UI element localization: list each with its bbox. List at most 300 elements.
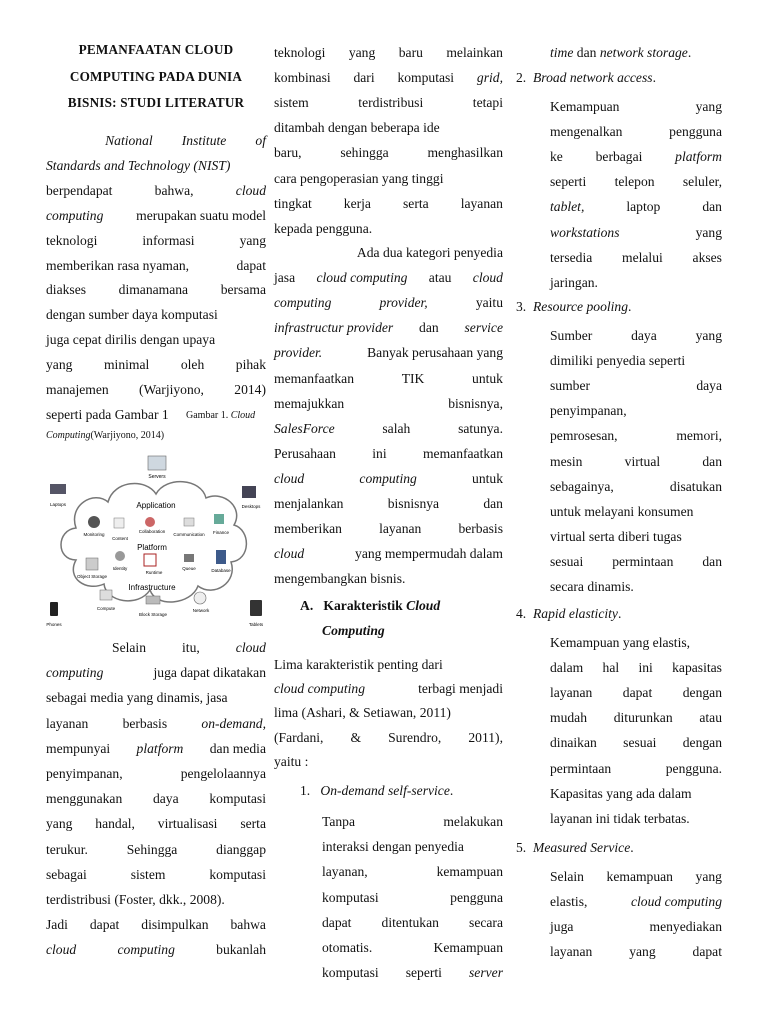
word: secara <box>469 914 503 930</box>
word: platform <box>675 149 722 165</box>
word: kerja <box>343 195 371 211</box>
word: bahwa, <box>154 182 194 198</box>
word: menggunakan <box>46 791 123 807</box>
text-line <box>46 638 266 658</box>
label-infrastructure: Infrastructure <box>128 583 176 592</box>
word: yang <box>46 357 73 373</box>
word: cloud computing <box>316 270 408 286</box>
text-line <box>322 963 503 983</box>
word: dimanamana <box>118 282 189 298</box>
text-line <box>322 913 503 933</box>
block-storage-icon <box>146 596 160 604</box>
text-line <box>274 419 503 439</box>
word: yang <box>629 944 656 960</box>
word: lima (Ashari, & Setiawan, 2011) <box>274 705 451 721</box>
text-line <box>550 527 682 547</box>
word: komputasi <box>209 791 266 807</box>
text-line <box>274 43 503 63</box>
word: pengelolaannya <box>180 766 266 781</box>
continued-line: time dan network storage. <box>550 45 692 60</box>
word: tablet, <box>550 199 585 215</box>
text-line <box>274 469 503 489</box>
text-line <box>550 759 722 779</box>
word: diakses <box>46 282 87 298</box>
word: sebagainya, <box>550 478 614 494</box>
word: bersama <box>220 282 266 298</box>
word: serta <box>403 195 429 211</box>
text-line <box>46 355 266 375</box>
word: manajemen <box>46 382 109 397</box>
text-line <box>550 401 627 421</box>
svg-text:Database: Database <box>211 568 231 573</box>
word: dapat <box>236 257 266 273</box>
text-line <box>274 703 451 723</box>
svg-text:Tablets: Tablets <box>248 622 264 627</box>
word: diturunkan <box>613 710 673 726</box>
word: sebagai media yang dinamis, jasa <box>46 690 228 706</box>
word: sistem <box>130 866 166 882</box>
word: hal <box>602 660 620 676</box>
text-line <box>550 326 722 346</box>
text-line <box>46 940 266 960</box>
word: atau <box>428 270 452 286</box>
text-line <box>46 663 266 683</box>
text-line <box>550 172 722 192</box>
word: & <box>350 729 362 745</box>
text-line <box>550 273 598 293</box>
word: telepon <box>614 174 655 190</box>
word: bahwa <box>230 917 266 933</box>
word: kapasitas <box>672 660 722 676</box>
word: kepada pengguna. <box>274 220 373 236</box>
svg-text:Network: Network <box>192 608 210 613</box>
word: seperti <box>550 174 587 190</box>
word: sebagai <box>46 866 87 882</box>
list-item-title: 3. Resource pooling. <box>516 299 632 314</box>
list-item-title: 4. Rapid elasticity. <box>516 606 622 621</box>
word: secara dinamis. <box>550 579 634 594</box>
word: SalesForce <box>274 420 335 436</box>
word: atau <box>699 710 722 726</box>
word: dan <box>483 496 503 511</box>
list-item-title: 5. Measured Service. <box>516 840 634 855</box>
word: pemrosesan, <box>550 428 618 444</box>
text-line <box>322 938 503 958</box>
svg-text:Monitoring: Monitoring <box>83 532 105 537</box>
label-platform: Platform <box>137 543 167 552</box>
svg-text:Finance: Finance <box>212 530 230 535</box>
word: kemampuan <box>606 869 673 884</box>
phone-icon <box>50 602 58 616</box>
word: terbagi menjadi <box>418 681 503 697</box>
word: itu, <box>182 640 200 655</box>
word: dan <box>702 453 722 469</box>
text-line <box>550 197 722 217</box>
list-item-title: 2. Broad network access. <box>516 70 656 85</box>
svg-text:Identity: Identity <box>112 566 128 571</box>
word: memori, <box>676 428 722 444</box>
text-line <box>550 892 722 912</box>
word: 2014) <box>234 382 266 397</box>
word: cloud <box>46 942 77 958</box>
text-line <box>274 318 503 338</box>
word: computing <box>46 665 104 681</box>
text-line <box>550 577 634 597</box>
word: dan <box>702 199 722 215</box>
label-servers: Servers <box>148 474 166 480</box>
text-line <box>550 867 722 887</box>
word: layanan <box>379 521 422 537</box>
title-line: COMPUTING PADA DUNIA <box>69 69 243 84</box>
collaboration-icon <box>145 517 155 527</box>
text-line <box>274 118 440 138</box>
word: sehingga <box>340 145 389 161</box>
list-item-1-title: 1. On-demand self-service. <box>300 783 454 798</box>
text-line <box>550 942 722 962</box>
word: berbasis <box>122 715 168 731</box>
word: bisnisnya, <box>448 395 503 411</box>
word: seluler, <box>682 174 722 190</box>
word: provider. <box>274 345 323 361</box>
text-line <box>274 569 405 589</box>
word: ini <box>638 660 653 676</box>
word: cloud computing <box>274 681 365 697</box>
word: juga <box>550 919 574 935</box>
text-line <box>46 280 266 300</box>
svg-text:Block Storage: Block Storage <box>138 612 168 617</box>
word: komputasi <box>322 965 379 981</box>
finance-icon <box>214 514 224 524</box>
database-icon <box>216 550 226 564</box>
word: pengguna <box>450 889 503 905</box>
text-line <box>274 394 503 414</box>
word: Perusahaan <box>274 445 336 461</box>
text-line <box>274 544 503 564</box>
svg-text:Communication: Communication <box>173 532 205 537</box>
cloud-computing-figure <box>46 450 266 630</box>
word: yang <box>695 99 722 114</box>
desktop-icon <box>242 486 256 498</box>
word: bisnisnya <box>387 496 440 511</box>
text-line <box>550 917 722 937</box>
network-icon <box>194 592 206 604</box>
text-line <box>46 789 266 809</box>
word: elastis, <box>550 894 588 910</box>
word: dan <box>702 553 722 569</box>
text-line <box>46 380 266 400</box>
word: teknologi <box>274 45 326 60</box>
text-line <box>550 97 722 117</box>
word: yang <box>348 45 376 60</box>
word <box>46 638 76 658</box>
word: virtual serta diberi tugas <box>550 528 682 544</box>
text-line <box>550 426 722 446</box>
text-line <box>274 752 308 772</box>
word: minimal <box>103 357 150 373</box>
word: computing <box>359 470 417 486</box>
word: dengan <box>682 685 722 701</box>
svg-text:Laptops: Laptops <box>49 502 67 507</box>
text-line <box>274 143 503 163</box>
text-line <box>274 268 503 288</box>
word: mesin <box>550 453 583 469</box>
word: sumber <box>550 378 591 394</box>
word: Kemampuan yang elastis, <box>550 635 691 650</box>
word: bukanlah <box>216 942 266 958</box>
text-line <box>274 93 503 113</box>
text-line <box>274 343 503 363</box>
server-icon <box>148 456 166 470</box>
text-line <box>274 494 503 514</box>
word: computing <box>46 207 104 223</box>
word: komputasi <box>209 866 266 882</box>
word: (Fardani, <box>274 729 324 745</box>
text-line <box>322 862 503 882</box>
word: tingkat <box>274 195 312 211</box>
text-line <box>274 243 503 263</box>
text-line <box>550 122 722 142</box>
word: server <box>469 965 503 981</box>
word: cloud <box>235 182 266 198</box>
monitoring-icon <box>88 516 100 528</box>
figure-caption-2: Computing(Warjiyono, 2014) <box>46 430 165 441</box>
word: daya <box>152 791 179 807</box>
word: computing <box>274 295 332 311</box>
word: pengguna <box>669 124 722 140</box>
word: dapat <box>89 917 120 933</box>
word: cloud computing <box>631 894 722 910</box>
title-line: PEMANFAATAN CLOUD <box>78 42 234 57</box>
word: baru, <box>274 145 302 161</box>
text-line <box>46 714 266 734</box>
svg-text:Compute: Compute <box>96 606 116 611</box>
word: sesuai <box>550 553 584 569</box>
word: untuk <box>472 470 503 486</box>
text-line <box>274 194 503 214</box>
word: Sehingga <box>126 841 178 857</box>
communication-icon <box>184 518 194 526</box>
text-line <box>46 764 266 784</box>
svg-text:Phones: Phones <box>46 622 62 627</box>
word: disatukan <box>669 478 722 494</box>
word: Ada dua kategori penyedia <box>356 245 503 260</box>
word: akses <box>692 249 722 265</box>
svg-text:Queue: Queue <box>182 566 196 571</box>
word: memajukkan <box>274 395 345 411</box>
content-icon <box>114 518 124 528</box>
word: Jadi <box>46 917 68 933</box>
word: dapat <box>692 944 722 960</box>
word: menghasilkan <box>427 145 503 161</box>
text-line <box>46 305 218 325</box>
text-line <box>274 655 443 675</box>
word: ini <box>372 445 387 461</box>
word: dan <box>419 320 439 336</box>
text-line <box>46 405 169 425</box>
text-line <box>46 330 215 350</box>
object-storage-icon <box>86 558 98 570</box>
word <box>46 131 76 151</box>
word: berpendapat <box>46 182 113 198</box>
text-line <box>550 248 722 268</box>
text-line <box>274 169 443 189</box>
section-heading-2: Computing <box>322 623 385 638</box>
word: dimiliki penyedia seperti <box>550 353 686 369</box>
word: (Warjiyono, <box>138 382 204 397</box>
text-line <box>46 231 266 251</box>
word: ditentukan <box>381 914 439 930</box>
text-line <box>274 444 503 464</box>
text-line <box>322 888 503 908</box>
word: 2011), <box>468 729 503 745</box>
text-line <box>550 733 722 753</box>
word: Selain <box>550 869 584 884</box>
word: Surendro, <box>388 729 442 745</box>
text-line <box>274 68 503 88</box>
word: mengembangkan bisnis. <box>274 571 406 587</box>
word: Standards and Technology (NIST) <box>46 157 231 173</box>
word: ke <box>550 149 563 165</box>
text-line <box>46 156 230 176</box>
text-line <box>274 519 503 539</box>
text-line <box>46 890 225 910</box>
word: on-demand, <box>201 715 266 731</box>
text-line <box>322 812 503 832</box>
word: virtualisasi <box>157 816 218 832</box>
text-line <box>46 181 266 201</box>
text-line <box>550 452 722 472</box>
word: memberikan <box>274 521 342 537</box>
text-line <box>46 206 266 226</box>
word: grid, <box>476 70 503 86</box>
text-line <box>274 293 503 313</box>
text-line <box>550 658 722 678</box>
word: cloud <box>472 270 503 286</box>
word: dengan <box>682 735 722 751</box>
runtime-icon <box>144 554 156 566</box>
word: layanan <box>460 195 503 211</box>
word: jasa <box>274 270 296 286</box>
word: yaitu <box>475 295 503 311</box>
identity-icon <box>115 551 125 561</box>
word: serta <box>240 816 266 832</box>
word: menyediakan <box>649 919 722 935</box>
word: pihak <box>235 357 266 373</box>
word: provider, <box>379 295 428 311</box>
word: juga dapat dikatakan <box>153 665 266 681</box>
word: dapat <box>622 685 653 701</box>
word: seperti <box>405 965 442 981</box>
word: dianggap <box>216 841 266 857</box>
word: cloud <box>235 640 266 655</box>
word: yang <box>695 224 722 240</box>
word: memberikan rasa nyaman, <box>46 257 190 273</box>
compute-icon <box>100 590 112 600</box>
word: cara pengoperasian yang tinggi <box>274 170 444 186</box>
word: untuk melayani konsumen <box>550 503 694 519</box>
text-line <box>550 784 692 804</box>
word: of <box>255 133 266 148</box>
word: otomatis. <box>322 940 373 955</box>
text-line <box>46 915 266 935</box>
word: berbasis <box>458 521 503 537</box>
word: jaringan. <box>550 274 598 290</box>
word: yang mempermudah dalam <box>355 546 503 562</box>
section-heading: A. Karakteristik Cloud <box>300 598 441 613</box>
word: terukur. <box>46 841 88 857</box>
word: dinaikan <box>550 735 597 751</box>
word: sesuai <box>623 735 657 751</box>
word: permintaan <box>612 553 674 569</box>
word: Kemampuan <box>550 99 620 114</box>
text-line <box>46 814 266 834</box>
word: layanan <box>550 685 593 701</box>
tablet-icon <box>250 600 262 616</box>
word: permintaan <box>550 760 612 776</box>
svg-text:Collaboration: Collaboration <box>138 529 166 534</box>
label-application: Application <box>136 501 176 510</box>
word: handal, <box>95 816 135 832</box>
word: cloud <box>274 546 305 562</box>
word: baru <box>398 45 423 60</box>
word: yang <box>46 816 73 832</box>
word: teknologi <box>46 232 98 248</box>
word: Kapasitas yang ada dalam <box>550 785 692 801</box>
svg-text:Content: Content <box>112 536 128 541</box>
word: Lima karakteristik penting dari <box>274 657 443 672</box>
text-line <box>550 147 722 167</box>
word: virtual <box>624 453 661 469</box>
word: salah <box>382 420 411 436</box>
word: penyimpanan, <box>46 766 123 781</box>
word: ditambah dengan beberapa ide <box>274 120 440 136</box>
word: mudah <box>550 710 587 726</box>
word: daya <box>631 328 657 343</box>
word: layanan <box>46 715 89 731</box>
text-line <box>46 840 266 860</box>
word: kemampuan <box>436 864 503 880</box>
word: menjalankan <box>274 496 344 511</box>
word: terdistribusi (Foster, dkk., 2008). <box>46 892 225 907</box>
text-line <box>46 688 228 708</box>
text-line <box>550 552 722 572</box>
svg-text:Desktops: Desktops <box>241 504 261 509</box>
word: informasi <box>142 232 195 248</box>
word: layanan <box>550 944 593 960</box>
svg-text:Object Storage: Object Storage <box>76 574 108 579</box>
word: juga cepat dirilis dengan upaya <box>46 332 216 348</box>
word: yang <box>239 232 266 248</box>
word: Selain <box>112 640 146 655</box>
title-line: BISNIS: STUDI LITERATUR <box>67 95 245 110</box>
word: untuk <box>472 370 503 386</box>
word: melainkan <box>446 45 503 60</box>
word: TIK <box>401 370 425 386</box>
word: memanfaatkan <box>274 370 355 386</box>
word: interaksi dengan penyedia <box>322 839 464 855</box>
word: Kemampuan <box>433 940 503 955</box>
word: Banyak perusahaan yang <box>367 345 503 361</box>
text-line <box>550 223 722 243</box>
word: melalui <box>622 249 663 265</box>
word: yang <box>695 869 722 884</box>
word: tersedia <box>550 249 593 265</box>
cloud-diagram <box>46 450 266 630</box>
word: infrastructur provider <box>274 320 394 336</box>
word: memanfaatkan <box>422 445 503 461</box>
text-line <box>550 351 685 371</box>
word: terdistribusi <box>358 95 424 111</box>
